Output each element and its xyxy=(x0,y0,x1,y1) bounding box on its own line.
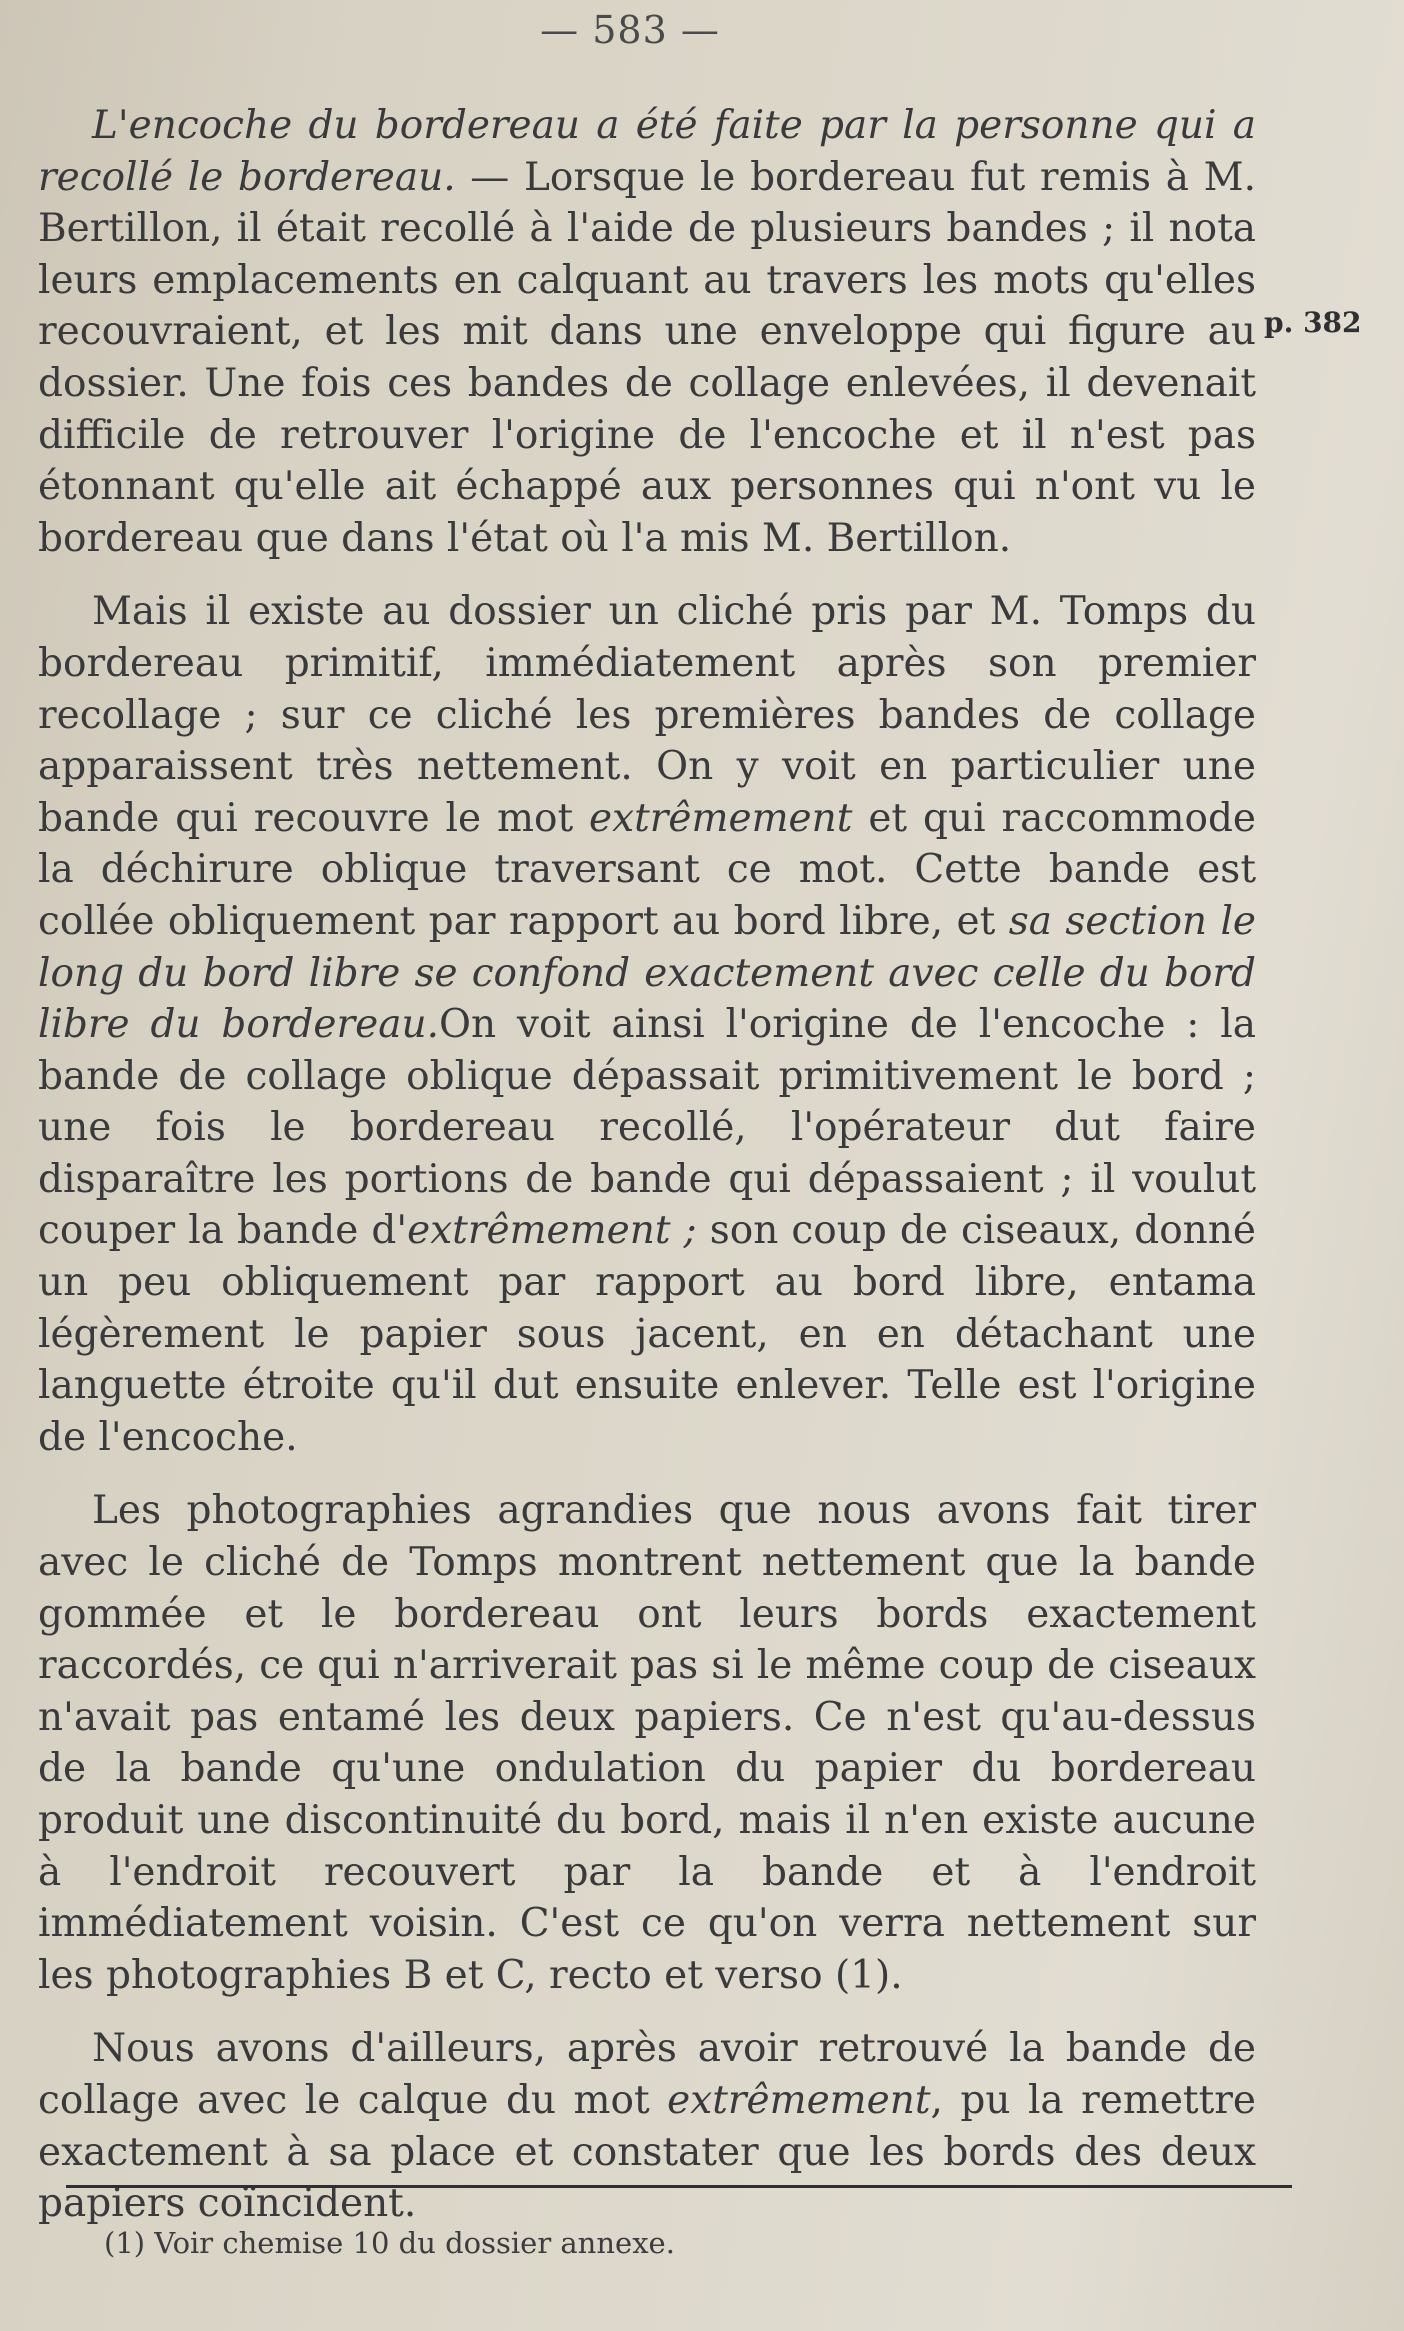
paragraph-2-text-3: On voit ainsi l'origine de l'encoche : la bande de collage oblique dépassait primitivement le bord ; une fois le bordereau recollé, l'opérateur dut faire disparaître les portions de bande qui dépassaient ; il voulut couper la bande d' xyxy=(38,1002,1257,1254)
footnote: (1) Voir chemise 10 du dossier annexe. xyxy=(104,2226,675,2260)
paragraph-2-italic-1: extrêmement xyxy=(589,795,853,841)
paragraph-4-text-1: Nous avons d'ailleurs, après avoir retrouvé la bande de collage avec le calque du mot xyxy=(38,2026,1256,2123)
page-number: — 583 — xyxy=(540,8,720,52)
paragraph-3 xyxy=(38,1485,1256,2001)
paragraph-1-italic-heading: L'encoche du bordereau a été faite par la personne qui a recollé le bordereau. xyxy=(38,103,1256,200)
paragraph-1-text: — Lorsque le bordereau fut remis à M. Bertillon, il était recollé à l'aide de plusieurs bandes ; il nota leurs emplacements en calquant au travers les mots qu'elles recouvraient, et les mit dans une enveloppe qui figure au dossier. Une fois ces bandes de collage enlevées, il devenait difficile de retrouver l'origine de l'encoche et il n'est pas étonnant qu'elle ait échappé aux personnes qui n'ont vu le bordereau que dans l'état où l'a mis M. Bertillon. xyxy=(38,154,1256,561)
paragraph-2 xyxy=(38,586,1256,1463)
paragraph-2-italic-3: extrêmement ; xyxy=(407,1208,697,1254)
margin-page-reference: p. 382 xyxy=(1264,306,1362,339)
paragraph-2-text-2: et qui raccommode la déchirure oblique traversant ce mot. Cette bande est collée obliquement par rapport au bord libre, et xyxy=(38,795,1256,944)
footnote-divider xyxy=(66,2185,1292,2188)
paragraph-2-text-1: Mais il existe au dossier un cliché pris par M. Tomps du bordereau primitif, immédiatement après son premier recollage ; sur ce cliché les premières bandes de collage apparaissent très nettement. On y voit en particulier une bande qui recouvre le mot xyxy=(38,589,1256,841)
paragraph-4-italic-1: extrêmement xyxy=(667,2077,931,2123)
body-text xyxy=(38,100,1256,2252)
paragraph-4 xyxy=(38,2023,1256,2229)
paragraph-2-text-4: son coup de ciseaux, donné un peu obliquement par rapport au bord libre, entama légèrement le papier sous jacent, en en détachant une languette étroite qu'il dut ensuite enlever. Telle est l'origine de l'encoche. xyxy=(38,1208,1256,1460)
paragraph-3-text: Les photographies agrandies que nous avons fait tirer avec le cliché de Tomps montrent nettement que la bande gommée et le bordereau ont leurs bords exactement raccordés, ce qui n'arriverait pas si le même coup de ciseaux n'avait pas entamé les deux papiers. Ce n'est qu'au-dessus de la bande qu'une ondulation du papier du bordereau produit une discontinuité du bord, mais il n'en existe aucune à l'endroit recouvert par la bande et à l'endroit immédiatement voisin. C'est ce qu'on verra nettement sur les photographies B et C, recto et verso (1). xyxy=(38,1488,1256,1998)
paragraph-2-italic-2: sa section le long du bord libre se confond exactement avec celle du bord libre du bordereau. xyxy=(38,898,1256,1048)
paragraph-1 xyxy=(38,100,1256,564)
paragraph-4-text-2: , pu la remettre exactement à sa place et constater que les bords des deux papiers coïncident. xyxy=(38,2077,1256,2227)
